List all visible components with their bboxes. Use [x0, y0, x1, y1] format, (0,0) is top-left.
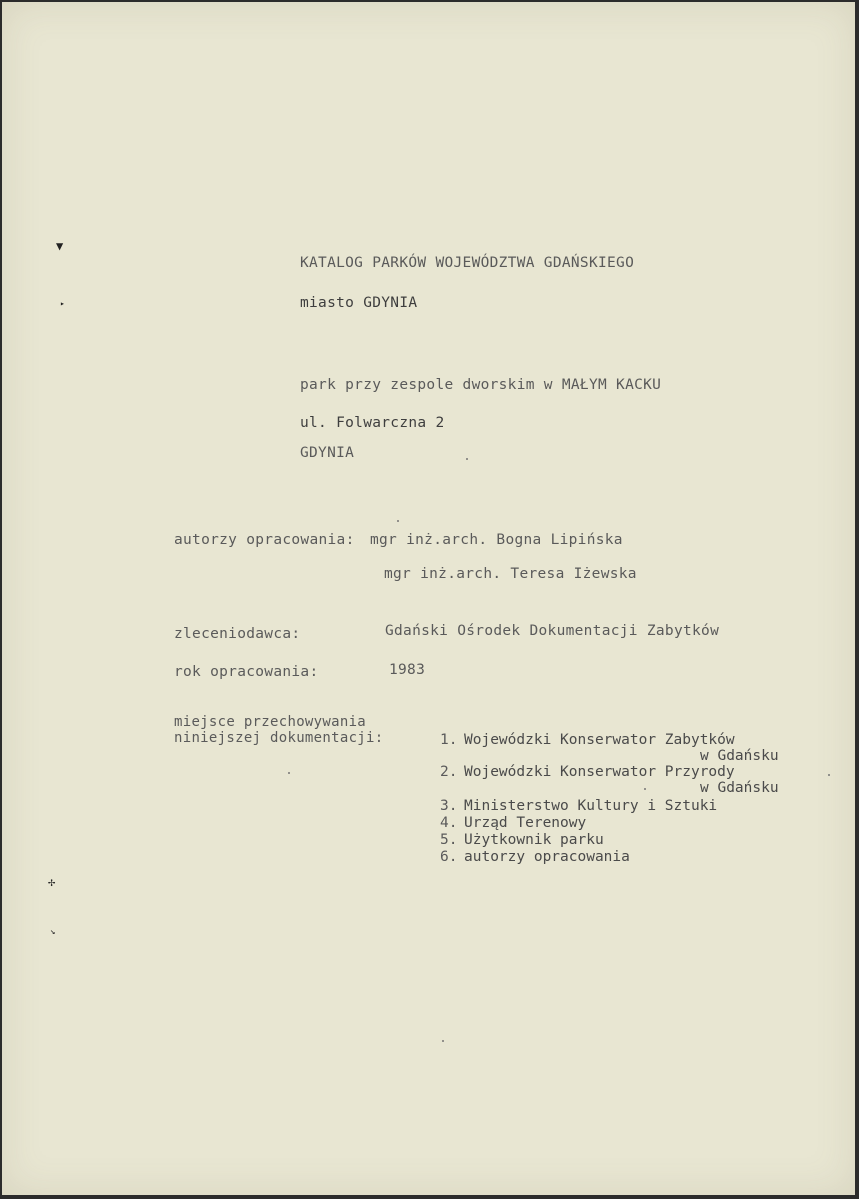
list-item-text: Wojewódzki Konserwator Przyrody — [464, 764, 735, 780]
paper-speck — [397, 520, 399, 522]
year-value: 1983 — [389, 662, 426, 678]
park-city: GDYNIA — [300, 445, 355, 461]
year-label: rok opracowania: — [174, 664, 319, 680]
list-item-number: 5. — [440, 832, 458, 848]
list-item-number: 1. — [440, 732, 458, 748]
binder-mark-icon: ▼ — [56, 239, 64, 253]
list-item-text-continued: w Gdańsku — [700, 748, 779, 764]
paper-speck — [442, 1040, 444, 1042]
park-name: park przy zespole dworskim w MAŁYM KACKU — [300, 377, 662, 393]
paper-speck — [828, 774, 830, 776]
author-1: mgr inż.arch. Bogna Lipińska — [370, 532, 623, 548]
paper-speck — [644, 788, 646, 790]
list-item-number: 6. — [440, 849, 458, 865]
list-item-number: 3. — [440, 798, 458, 814]
list-item-number: 4. — [440, 815, 458, 831]
list-item-text: Ministerstwo Kultury i Sztuki — [464, 798, 718, 814]
list-item-text: Urząd Terenowy — [464, 815, 587, 831]
commissioner-label: zleceniodawca: — [174, 626, 301, 642]
binder-mark-icon: ▸ — [60, 299, 65, 308]
park-street: ul. Folwarczna 2 — [300, 415, 445, 431]
catalog-title: KATALOG PARKÓW WOJEWÓDZTWA GDAŃSKIEGO — [300, 255, 635, 271]
paper-speck — [466, 458, 468, 460]
commissioner-value: Gdański Ośrodek Dokumentacji Zabytków — [385, 623, 720, 639]
storage-label-1: miejsce przechowywania — [174, 714, 367, 730]
city-line: miasto GDYNIA — [300, 295, 418, 311]
author-2: mgr inż.arch. Teresa Iżewska — [384, 566, 637, 582]
list-item-text: Użytkownik parku — [464, 832, 604, 848]
binder-mark-icon: ✢ — [48, 875, 56, 889]
document-page — [2, 2, 855, 1195]
list-item-text-continued: w Gdańsku — [700, 780, 779, 796]
list-item-text: Wojewódzki Konserwator Zabytków — [464, 732, 735, 748]
list-item-number: 2. — [440, 764, 458, 780]
paper-speck — [288, 772, 290, 774]
binder-mark-icon: ↘ — [50, 927, 56, 937]
storage-label-2: niniejszej dokumentacji: — [174, 730, 384, 746]
list-item-text: autorzy opracowania — [464, 849, 630, 865]
authors-label: autorzy opracowania: — [174, 532, 355, 548]
